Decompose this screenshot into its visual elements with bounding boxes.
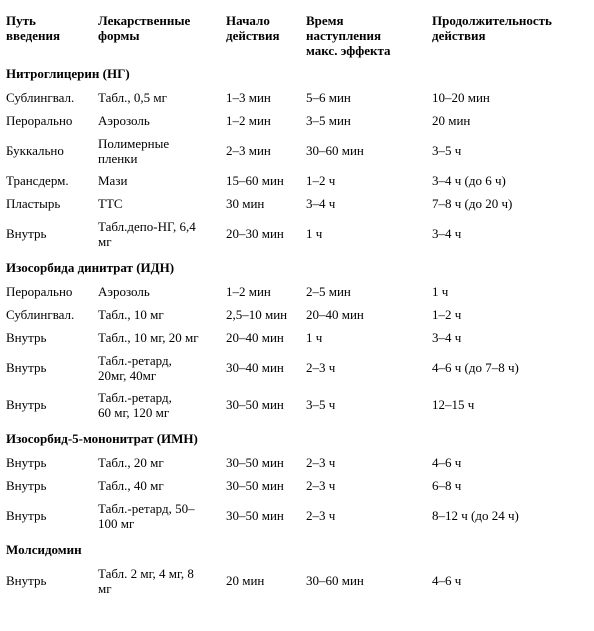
dosage-form-cell-text: Табл., 10 мг [98, 307, 164, 322]
duration-cell [426, 474, 590, 497]
onset-cell-text: 1–3 мин [226, 90, 271, 105]
peak-time-cell-text: 2–3 ч [306, 455, 336, 470]
table-row [0, 474, 590, 497]
route-cell [0, 132, 92, 169]
duration-cell-text: 3–4 ч [432, 226, 462, 241]
duration-cell [426, 280, 590, 303]
dosage-form-cell [92, 474, 220, 497]
route-cell-text: Перорально [6, 113, 73, 128]
dosage-form-cell-text: Табл., 40 мг [98, 478, 164, 493]
route-cell-text: Внутрь [6, 478, 47, 493]
route-cell-text: Внутрь [6, 573, 47, 588]
peak-time-cell [300, 132, 426, 169]
table-row [0, 86, 590, 109]
peak-time-cell-text: 5–6 мин [306, 90, 351, 105]
dosage-form-cell [92, 562, 220, 599]
onset-cell [220, 386, 300, 423]
peak-time-cell-text: 3–5 ч [306, 397, 336, 412]
duration-cell-text: 7–8 ч (до 20 ч) [432, 196, 513, 211]
dosage-form-cell [92, 303, 220, 326]
table-row [0, 562, 590, 599]
peak-time-cell [300, 349, 426, 386]
peak-time-cell [300, 86, 426, 109]
table-row [0, 132, 590, 169]
dosage-form-cell-text: Аэрозоль [98, 284, 150, 299]
onset-cell [220, 280, 300, 303]
duration-cell [426, 326, 590, 349]
onset-cell-text: 30–50 мин [226, 397, 284, 412]
duration-cell-text: 1–2 ч [432, 307, 462, 322]
peak-time-cell-text: 30–60 мин [306, 143, 364, 158]
peak-time-cell [300, 386, 426, 423]
route-cell [0, 280, 92, 303]
dosage-form-cell [92, 192, 220, 215]
duration-cell [426, 86, 590, 109]
header-onset: Начало действия [226, 13, 280, 43]
dosage-form-cell [92, 280, 220, 303]
route-cell-text: Перорально [6, 284, 73, 299]
duration-cell-text: 12–15 ч [432, 397, 475, 412]
onset-cell [220, 109, 300, 132]
onset-cell-text: 30–50 мин [226, 478, 284, 493]
section-row [0, 423, 590, 451]
dosage-form-cell-text: ТТС [98, 196, 123, 211]
route-cell [0, 169, 92, 192]
peak-time-cell [300, 303, 426, 326]
route-cell [0, 474, 92, 497]
duration-cell-text: 3–4 ч [432, 330, 462, 345]
dosage-form-cell [92, 349, 220, 386]
peak-time-cell-text: 2–3 ч [306, 478, 336, 493]
duration-cell [426, 215, 590, 252]
peak-time-cell-text: 2–3 ч [306, 508, 336, 523]
dosage-form-cell-text: Табл., 10 мг, 20 мг [98, 330, 199, 345]
table-row [0, 326, 590, 349]
route-cell [0, 192, 92, 215]
route-cell [0, 497, 92, 534]
onset-cell-text: 20–40 мин [226, 330, 284, 345]
onset-cell-text: 1–2 мин [226, 284, 271, 299]
route-cell [0, 386, 92, 423]
onset-cell-text: 2,5–10 мин [226, 307, 288, 322]
header-route: Путь введения [6, 13, 60, 43]
duration-cell [426, 192, 590, 215]
peak-time-cell [300, 215, 426, 252]
table-row [0, 303, 590, 326]
table-row [0, 451, 590, 474]
onset-cell [220, 86, 300, 109]
duration-cell [426, 562, 590, 599]
header-dosage-forms: Лекарственные формы [98, 13, 191, 43]
header-row [0, 0, 590, 58]
duration-cell-text: 8–12 ч (до 24 ч) [432, 508, 519, 523]
route-cell-text: Внутрь [6, 508, 47, 523]
duration-cell [426, 169, 590, 192]
route-cell [0, 215, 92, 252]
peak-time-cell-text: 2–5 мин [306, 284, 351, 299]
dosage-form-cell [92, 109, 220, 132]
table-row [0, 169, 590, 192]
onset-cell [220, 562, 300, 599]
dosage-form-cell-text: Полимерные пленки [98, 135, 170, 166]
dosage-form-cell-text: Табл., 0,5 мг [98, 90, 167, 105]
peak-time-cell-text: 2–3 ч [306, 360, 336, 375]
dosage-form-cell [92, 215, 220, 252]
peak-time-cell [300, 280, 426, 303]
route-cell [0, 562, 92, 599]
dosage-form-cell-text: Табл.-ретард, 60 мг, 120 мг [98, 389, 172, 420]
duration-cell [426, 303, 590, 326]
onset-cell-text: 30–40 мин [226, 360, 284, 375]
route-cell [0, 326, 92, 349]
dosage-form-cell-text: Табл.-ретард, 50– 100 мг [98, 500, 195, 531]
onset-cell [220, 215, 300, 252]
onset-cell [220, 169, 300, 192]
header-duration: Продолжительность действия [432, 13, 552, 43]
peak-time-cell [300, 451, 426, 474]
dosage-form-cell [92, 86, 220, 109]
dosage-form-cell [92, 169, 220, 192]
route-cell [0, 303, 92, 326]
peak-time-cell-text: 20–40 мин [306, 307, 364, 322]
section-title: Молсидомин [6, 541, 82, 557]
onset-cell [220, 474, 300, 497]
route-cell-text: Сублингвал. [6, 307, 75, 322]
duration-cell-text: 6–8 ч [432, 478, 462, 493]
peak-time-cell [300, 109, 426, 132]
table-row [0, 109, 590, 132]
route-cell [0, 451, 92, 474]
onset-cell [220, 497, 300, 534]
duration-cell [426, 132, 590, 169]
route-cell [0, 109, 92, 132]
route-cell-text: Внутрь [6, 397, 47, 412]
table-row [0, 349, 590, 386]
section-title: Изосорбида динитрат (ИДН) [6, 259, 175, 275]
onset-cell-text: 1–2 мин [226, 113, 271, 128]
dosage-form-cell-text: Мази [98, 173, 128, 188]
peak-time-cell-text: 1 ч [306, 330, 323, 345]
table-row [0, 215, 590, 252]
duration-cell-text: 4–6 ч [432, 573, 462, 588]
route-cell-text: Внутрь [6, 226, 47, 241]
duration-cell-text: 3–5 ч [432, 143, 462, 158]
dosage-form-cell-text: Табл., 20 мг [98, 455, 164, 470]
peak-time-cell [300, 562, 426, 599]
duration-cell [426, 386, 590, 423]
dosage-form-cell [92, 497, 220, 534]
dosage-form-cell-text: Аэрозоль [98, 113, 150, 128]
route-cell-text: Сублингвал. [6, 90, 75, 105]
route-cell [0, 349, 92, 386]
table-row [0, 192, 590, 215]
section-row [0, 252, 590, 280]
section-row [0, 534, 590, 562]
peak-time-cell [300, 192, 426, 215]
onset-cell-text: 20–30 мин [226, 226, 284, 241]
onset-cell [220, 132, 300, 169]
onset-cell-text: 15–60 мин [226, 173, 284, 188]
dosage-form-cell-text: Табл. 2 мг, 4 мг, 8 мг [98, 565, 194, 596]
duration-cell-text: 4–6 ч [432, 455, 462, 470]
peak-time-cell-text: 3–4 ч [306, 196, 336, 211]
duration-cell-text: 4–6 ч (до 7–8 ч) [432, 360, 519, 375]
onset-cell-text: 20 мин [226, 573, 265, 588]
duration-cell [426, 109, 590, 132]
duration-cell-text: 3–4 ч (до 6 ч) [432, 173, 506, 188]
dosage-form-cell [92, 132, 220, 169]
peak-time-cell [300, 326, 426, 349]
table-row [0, 280, 590, 303]
peak-time-cell-text: 30–60 мин [306, 573, 364, 588]
route-cell-text: Внутрь [6, 455, 47, 470]
onset-cell [220, 326, 300, 349]
dosage-form-cell [92, 326, 220, 349]
section-row [0, 58, 590, 86]
onset-cell-text: 30–50 мин [226, 508, 284, 523]
dosage-form-cell-text: Табл.-ретард, 20мг, 40мг [98, 352, 172, 383]
duration-cell-text: 1 ч [432, 284, 449, 299]
section-title: Изосорбид-5-мононитрат (ИМН) [6, 430, 198, 446]
duration-cell-text: 10–20 мин [432, 90, 490, 105]
route-cell-text: Внутрь [6, 360, 47, 375]
dosage-form-cell-text: Табл.депо-НГ, 6,4 мг [98, 218, 196, 249]
route-cell-text: Внутрь [6, 330, 47, 345]
dosage-form-cell [92, 451, 220, 474]
peak-time-cell [300, 497, 426, 534]
dosage-form-cell [92, 386, 220, 423]
peak-time-cell [300, 474, 426, 497]
peak-time-cell-text: 1 ч [306, 226, 323, 241]
section-title: Нитроглицерин (НГ) [6, 65, 130, 81]
route-cell-text: Трансдерм. [6, 173, 69, 188]
duration-cell [426, 349, 590, 386]
table-row [0, 497, 590, 534]
table-row [0, 386, 590, 423]
onset-cell [220, 192, 300, 215]
onset-cell [220, 349, 300, 386]
route-cell [0, 86, 92, 109]
peak-time-cell-text: 1–2 ч [306, 173, 336, 188]
duration-cell-text: 20 мин [432, 113, 471, 128]
onset-cell-text: 30 мин [226, 196, 265, 211]
peak-time-cell-text: 3–5 мин [306, 113, 351, 128]
table-body [0, 58, 590, 599]
peak-time-cell [300, 169, 426, 192]
onset-cell-text: 30–50 мин [226, 455, 284, 470]
duration-cell [426, 497, 590, 534]
onset-cell [220, 451, 300, 474]
duration-cell [426, 451, 590, 474]
route-cell-text: Пластырь [6, 196, 61, 211]
onset-cell-text: 2–3 мин [226, 143, 271, 158]
onset-cell [220, 303, 300, 326]
header-peak-time: Время наступления макс. эффекта [306, 13, 391, 58]
route-cell-text: Буккально [6, 143, 64, 158]
